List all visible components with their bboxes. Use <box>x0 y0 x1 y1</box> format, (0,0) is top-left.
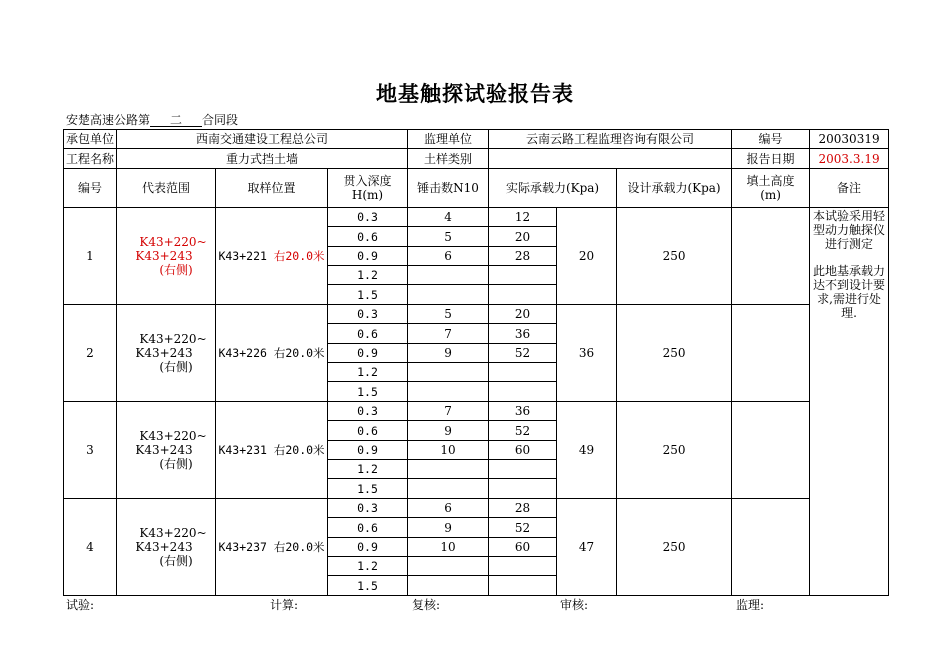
depth-cell: 0.6 <box>328 518 408 538</box>
location-station: K43+231 <box>218 443 274 457</box>
depth-cell: 1.2 <box>328 557 408 576</box>
design-bearing-capacity: 250 <box>617 499 732 596</box>
location-station: K43+221 <box>218 249 274 263</box>
supervisor-value: 云南云路工程监理咨询有限公司 <box>489 130 732 149</box>
depth-cell: 1.2 <box>328 266 408 285</box>
location-station: K43+226 <box>218 346 274 360</box>
actual-value-cell: 36 <box>489 402 557 421</box>
actual-value-cell: 28 <box>489 499 557 518</box>
actual-value-cell: 52 <box>489 518 557 538</box>
design-bearing-capacity: 250 <box>617 305 732 402</box>
blows-cell: 7 <box>408 402 489 421</box>
blows-cell <box>408 382 489 402</box>
blows-cell: 5 <box>408 305 489 324</box>
blows-cell: 9 <box>408 421 489 441</box>
data-row <box>64 402 889 421</box>
project-value: 重力式挡土墙 <box>117 149 408 169</box>
footer-review: 复核: <box>412 598 441 612</box>
blows-cell: 6 <box>408 499 489 518</box>
subtitle-suffix: 合同段 <box>202 113 239 127</box>
code-label: 编号 <box>732 130 810 149</box>
contract-section-line <box>66 111 238 128</box>
blows-cell: 7 <box>408 324 489 344</box>
depth-cell: 1.5 <box>328 382 408 402</box>
footer-calc: 计算: <box>270 598 299 612</box>
actual-bearing-capacity: 36 <box>557 305 617 402</box>
sampling-location <box>216 305 328 402</box>
depth-cell: 1.5 <box>328 285 408 305</box>
actual-value-cell: 36 <box>489 324 557 344</box>
blows-cell: 10 <box>408 441 489 460</box>
footer-audit: 审核: <box>560 598 589 612</box>
col-header-depth-line2: H(m) <box>351 188 384 202</box>
depth-cell: 0.3 <box>328 208 408 227</box>
col-header-blows: 锤击数N10 <box>408 169 489 208</box>
footer-supervise: 监理: <box>736 598 765 612</box>
remark-paragraph: 此地基承载力达不到设计要求,需进行处理. <box>813 264 886 320</box>
col-header-design: 设计承载力(Kpa) <box>617 169 732 208</box>
data-row <box>64 208 889 227</box>
contract-number: 二 <box>150 114 202 127</box>
info-row-2 <box>64 149 889 169</box>
depth-cell: 0.9 <box>328 441 408 460</box>
blows-cell <box>408 266 489 285</box>
actual-value-cell <box>489 285 557 305</box>
sampling-location <box>216 402 328 499</box>
col-header-location: 取样位置 <box>216 169 328 208</box>
footer-test: 试验: <box>66 598 95 612</box>
range-line: K43+243 <box>135 540 193 554</box>
representative-range <box>117 305 216 402</box>
range-line: K43+220~ <box>139 526 207 540</box>
representative-range <box>117 499 216 596</box>
col-header-no: 编号 <box>64 169 117 208</box>
fill-height <box>732 402 810 499</box>
actual-value-cell: 52 <box>489 421 557 441</box>
blows-cell: 9 <box>408 344 489 363</box>
range-line: K43+243 <box>135 346 193 360</box>
subtitle-prefix: 安楚高速公路第 <box>66 113 151 127</box>
blows-cell: 6 <box>408 247 489 266</box>
range-line: K43+243 <box>135 249 193 263</box>
col-header-fill <box>732 169 810 208</box>
fill-height <box>732 305 810 402</box>
depth-cell: 0.6 <box>328 421 408 441</box>
project-label: 工程名称 <box>64 149 117 169</box>
depth-cell: 1.2 <box>328 363 408 382</box>
actual-value-cell: 60 <box>489 538 557 557</box>
actual-value-cell <box>489 266 557 285</box>
remark-paragraph: 本试验采用轻型动力触探仪进行测定 <box>813 209 886 251</box>
blows-cell <box>408 479 489 499</box>
range-line: (右侧) <box>159 360 193 374</box>
blows-cell: 10 <box>408 538 489 557</box>
depth-cell: 0.3 <box>328 305 408 324</box>
depth-cell: 0.3 <box>328 402 408 421</box>
signature-footer <box>66 596 888 610</box>
blows-cell: 4 <box>408 208 489 227</box>
supervisor-label: 监理单位 <box>408 130 489 149</box>
actual-value-cell: 60 <box>489 441 557 460</box>
depth-cell: 0.6 <box>328 227 408 247</box>
range-line: K43+220~ <box>139 332 207 346</box>
blows-cell <box>408 363 489 382</box>
depth-cell: 1.5 <box>328 479 408 499</box>
representative-range <box>117 208 216 305</box>
group-no: 3 <box>64 402 117 499</box>
actual-value-cell: 52 <box>489 344 557 363</box>
depth-cell: 0.3 <box>328 499 408 518</box>
range-line: (右侧) <box>159 457 193 471</box>
location-offset: 右20.0米 <box>273 540 325 554</box>
depth-cell: 1.5 <box>328 576 408 596</box>
col-header-fill-line1: 填土高度 <box>746 174 795 188</box>
col-header-fill-line2: (m) <box>760 188 781 202</box>
fill-height <box>732 499 810 596</box>
col-header-range: 代表范围 <box>117 169 216 208</box>
actual-bearing-capacity: 47 <box>557 499 617 596</box>
col-header-depth-line1: 贯入深度 <box>343 174 392 188</box>
blows-cell <box>408 460 489 479</box>
blows-cell <box>408 285 489 305</box>
actual-value-cell: 12 <box>489 208 557 227</box>
depth-cell: 0.9 <box>328 247 408 266</box>
soil-label: 土样类别 <box>408 149 489 169</box>
blows-cell: 5 <box>408 227 489 247</box>
report-table <box>63 129 889 596</box>
location-offset: 右20.0米 <box>273 443 325 457</box>
soil-value <box>489 149 732 169</box>
actual-value-cell: 20 <box>489 227 557 247</box>
location-offset: 右20.0米 <box>273 346 325 360</box>
col-header-remark: 备注 <box>810 169 889 208</box>
fill-height <box>732 208 810 305</box>
actual-value-cell <box>489 363 557 382</box>
depth-cell: 0.9 <box>328 344 408 363</box>
col-header-depth <box>328 169 408 208</box>
blows-cell <box>408 576 489 596</box>
header-row <box>64 169 889 208</box>
actual-value-cell <box>489 382 557 402</box>
group-no: 4 <box>64 499 117 596</box>
location-offset: 右20.0米 <box>273 249 325 263</box>
actual-value-cell <box>489 557 557 576</box>
blows-cell <box>408 557 489 576</box>
date-label: 报告日期 <box>732 149 810 169</box>
code-value: 20030319 <box>810 130 889 149</box>
group-no: 1 <box>64 208 117 305</box>
actual-value-cell: 28 <box>489 247 557 266</box>
actual-value-cell: 20 <box>489 305 557 324</box>
range-line: (右侧) <box>159 263 193 277</box>
sampling-location <box>216 208 328 305</box>
representative-range <box>117 402 216 499</box>
data-row <box>64 305 889 324</box>
design-bearing-capacity: 250 <box>617 402 732 499</box>
remarks-cell <box>810 208 889 596</box>
design-bearing-capacity: 250 <box>617 208 732 305</box>
actual-bearing-capacity: 49 <box>557 402 617 499</box>
date-value: 2003.3.19 <box>810 149 889 169</box>
col-header-actual: 实际承载力(Kpa) <box>489 169 617 208</box>
group-no: 2 <box>64 305 117 402</box>
actual-bearing-capacity: 20 <box>557 208 617 305</box>
page-title: 地基触探试验报告表 <box>376 81 574 106</box>
depth-cell: 0.9 <box>328 538 408 557</box>
range-line: K43+243 <box>135 443 193 457</box>
blows-cell: 9 <box>408 518 489 538</box>
range-line: (右侧) <box>159 554 193 568</box>
info-row-1 <box>64 130 889 149</box>
data-row <box>64 499 889 518</box>
range-line: K43+220~ <box>139 235 207 249</box>
contractor-label: 承包单位 <box>64 130 117 149</box>
range-line: K43+220~ <box>139 429 207 443</box>
depth-cell: 1.2 <box>328 460 408 479</box>
actual-value-cell <box>489 460 557 479</box>
actual-value-cell <box>489 576 557 596</box>
contractor-value: 西南交通建设工程总公司 <box>117 130 408 149</box>
sampling-location <box>216 499 328 596</box>
depth-cell: 0.6 <box>328 324 408 344</box>
actual-value-cell <box>489 479 557 499</box>
location-station: K43+237 <box>218 540 274 554</box>
